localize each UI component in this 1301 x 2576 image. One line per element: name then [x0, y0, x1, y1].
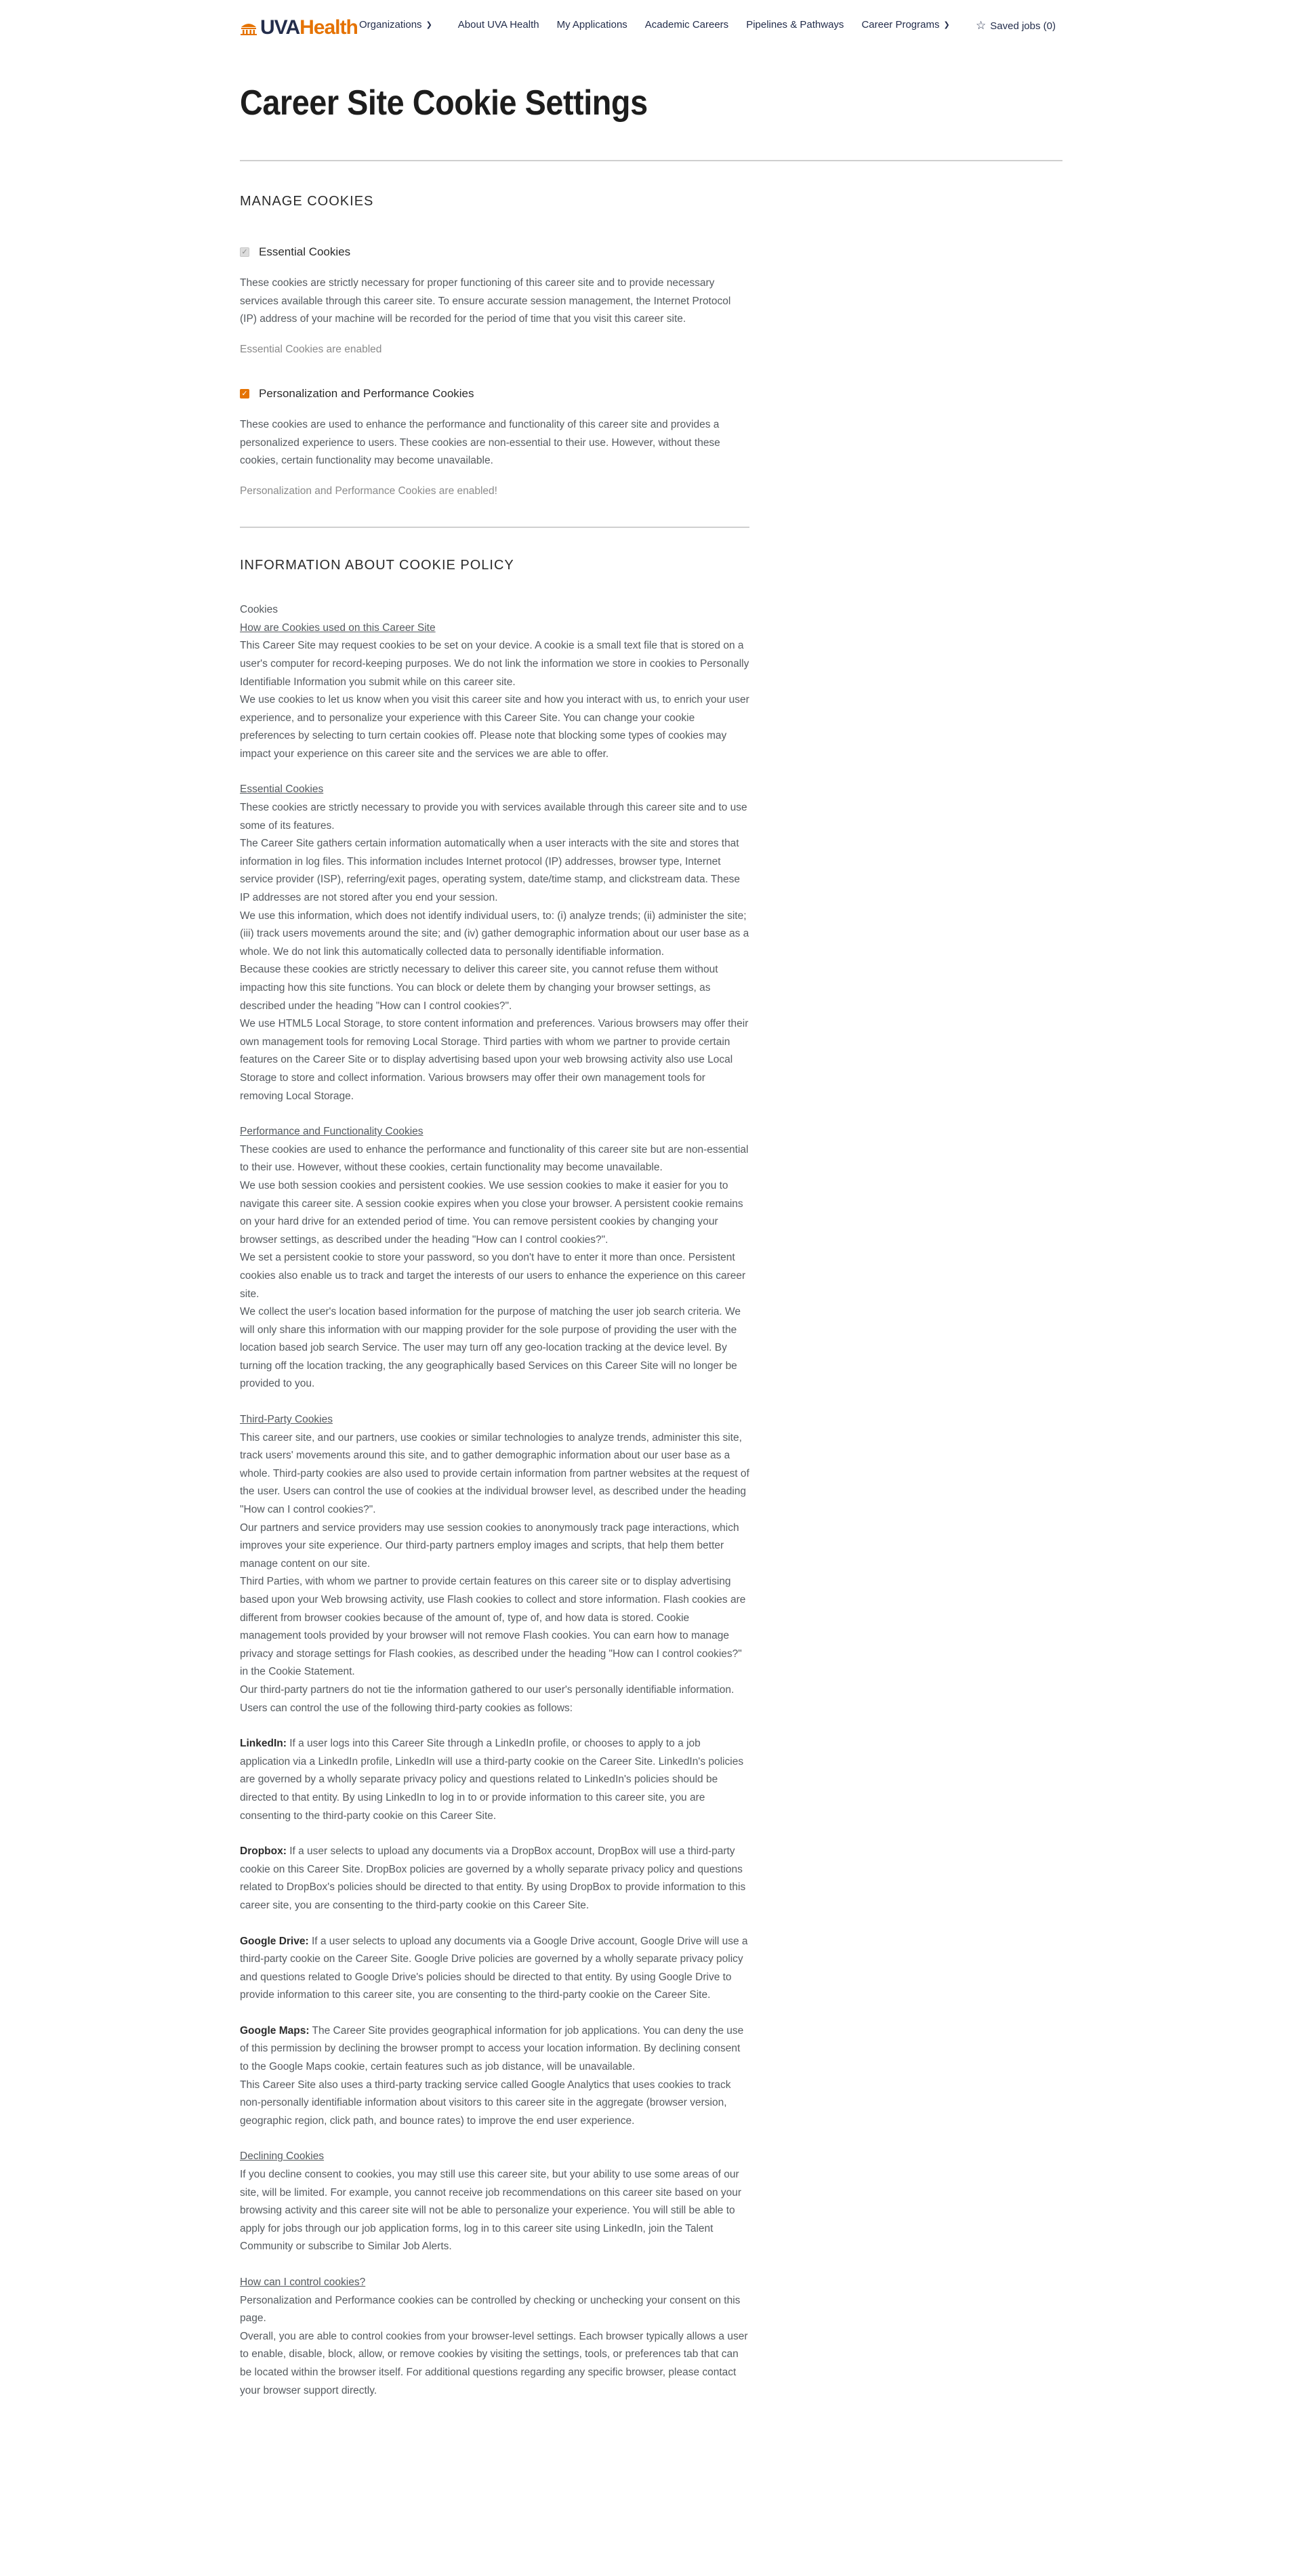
- essential-cookies-status: Essential Cookies are enabled: [240, 343, 382, 355]
- essential-p3: We use this information, which does not identify individual users, to: (i) analyze trends; (ii) administer the site; (iii) track users movements around the site; and (iv) gather demographic information about our user base as a whole. We do not link this automatically collected data to personally identifiable information.: [240, 909, 749, 958]
- performance-heading: Performance and Functionality Cookies: [240, 1126, 424, 1138]
- linkedin-text: If a user logs into this Career Site through a LinkedIn profile, or chooses to apply to a job application via a LinkedIn profile, LinkedIn will use a third-party cookie on the Career Site. LinkedIn's policies are governed by a wholly separate privacy policy and questions related to LinkedIn's policies should be directed to that entity. By using LinkedIn to log in to or provide information to this career site, you are consenting to the third-party cookie on this Career Site.: [240, 1738, 744, 1822]
- third-party-p3: Third Parties, with whom we partner to provide certain features on this career site or to display advertising based upon your Web browsing activity, use Flash cookies to collect and store information. Flash cookies are different from browser cookies because of the amount of, type of, and how data is stored. Cookie management tools provided by your browser will not remove Flash cookies. You can earn how to manage privacy and storage settings for Flash cookies, as described under the heading "How can I control cookies?" in the Cookie Statement.: [240, 1576, 746, 1678]
- essential-p4: Because these cookies are strictly necessary to deliver this career site, you cannot refuse them without impacting how this site functions. You can block or delete them by changing your browser settings, as described under the heading "How can I control cookies?".: [240, 964, 718, 1012]
- nav-pipelines-pathways[interactable]: [746, 19, 844, 30]
- personalization-cookies-title: Personalization and Performance Cookies: [259, 386, 474, 400]
- personalization-cookies-row: [240, 385, 749, 403]
- cookie-policy-heading: INFORMATION ABOUT COOKIE POLICY: [240, 557, 514, 573]
- control-p1: Personalization and Performance cookies can be controlled by checking or unchecking your consent on this page.: [240, 2294, 741, 2325]
- personalization-cookies-desc: These cookies are used to enhance the performance and functionality of this career site and provides a personalized experience to users. These cookies are non-essential to their use. However, without these cookies, certain functionality may become unavailable.: [240, 419, 720, 467]
- declining-heading: Declining Cookies: [240, 2150, 325, 2163]
- performance-p2: We use both session cookies and persistent cookies. We use session cookies to make it easier for you to navigate this career site. A session cookie expires when you close your browser. A persistent cookie remains on your hard drive for an extended period of time. You can remove persistent cookies by changing your browser settings, as described under the heading "How can I control cookies?".: [240, 1179, 743, 1246]
- main-content: [240, 192, 749, 2400]
- nav-my-applications[interactable]: [557, 19, 627, 30]
- essential-cookies-desc: These cookies are strictly necessary for proper functioning of this career site and to provide necessary services available through this career site. To ensure accurate session management, the Internet Protocol (IP) address of your machine will be recorded for the period of time that you visit this career site.: [240, 277, 731, 325]
- linkedin-label: LinkedIn:: [240, 1738, 287, 1750]
- star-icon: ☆: [976, 19, 987, 32]
- gmaps-paragraph: [240, 2022, 749, 2077]
- essential-heading: Essential Cookies: [240, 783, 324, 796]
- linkedin-paragraph: [240, 1735, 749, 1825]
- saved-jobs-link[interactable]: [976, 19, 1056, 33]
- performance-p1: These cookies are used to enhance the performance and functionality of this career site but are non-essential to their use. However, without these cookies, certain functionality may become unavailable.: [240, 1143, 749, 1174]
- nav-academic-careers-label: Academic Careers: [644, 19, 729, 30]
- personalization-cookies-status: Personalization and Performance Cookies are enabled!: [240, 485, 497, 497]
- control-heading: How can I control cookies?: [240, 2276, 366, 2288]
- personalization-cookies-checkbox[interactable]: ✓: [240, 389, 249, 398]
- essential-cookies-checkbox[interactable]: ✓: [240, 247, 249, 257]
- nav-about-uva-health[interactable]: [458, 19, 539, 30]
- chevron-down-icon: ❯: [943, 21, 950, 29]
- nav-pipelines-label: Pipelines & Pathways: [746, 19, 844, 30]
- control-p2: Overall, you are able to control cookies from your browser-level settings. Each browser typically allows a user to enable, disable, block, allow, or remove cookies by visiting the settings, tools, or preferences tab that can be located within the browser itself. For additional questions regarding any specific browser, please contact your browser support directly.: [240, 2330, 748, 2396]
- nav-organizations[interactable]: [359, 19, 432, 30]
- analytics-paragraph: This Career Site also uses a third-party tracking service called Google Analytics that uses cookies to track non-personally identifiable information about visitors to this career site in the aggregate (browser version, geographic region, click path, and bounce rates) to improve the end user experience.: [240, 2079, 731, 2127]
- site-header: [0, 0, 1301, 54]
- section-divider: [240, 527, 749, 528]
- third-party-p4: Our third-party partners do not tie the information gathered to our user's personally identifiable information.: [240, 1683, 735, 1696]
- third-party-p5: Users can control the use of the following third-party cookies as follows:: [240, 1702, 573, 1714]
- nav-about-label: About UVA Health: [457, 19, 539, 30]
- essential-p2: The Career Site gathers certain information automatically when a user interacts with the site and stores that information in log files. This information includes Internet protocol (IP) addresses, browser type, Internet service provider (ISP), referring/exit pages, operating system, date/time stamp, and clickstream data. These IP addresses are not stored after you end your session.: [240, 838, 741, 904]
- dropbox-label: Dropbox:: [240, 1845, 287, 1858]
- uva-rotunda-icon: [240, 20, 257, 35]
- third-party-p2: Our partners and service providers may use session cookies to anonymously track page interactions, which improves your site experience. Our third-party partners employ images and scripts, that help them better manage content on our site.: [240, 1521, 739, 1570]
- nav-my-applications-label: My Applications: [556, 19, 627, 30]
- performance-p4: We collect the user's location based information for the purpose of matching the user job search criteria. We will only share this information with our mapping provider for the sole purpose of providing the user with the location based job search Service. The user may turn off any geo-location tracking at the device level. By turning off the location tracking, the any geographically based Services on this Career Site will no longer be provided to you.: [240, 1306, 741, 1390]
- gmaps-text: The Career Site provides geographical information for job applications. You can deny the use of this permission by declining the browser prompt to access your location information. By declining consent to the Google Maps cookie, certain features such as job distance, will be unavailable.: [240, 2024, 744, 2073]
- how-used-p2: We use cookies to let us know when you visit this career site and how you interact with us, to enrich your user experience, and to personalize your experience with this Career Site. You can change your cookie preferences by selecting to turn certain cookies off. Please note that blocking some types of cookies may impact your experience on this career site and the services we are able to offer.: [240, 694, 749, 760]
- title-divider: [240, 160, 1062, 161]
- how-used-heading: How are Cookies used on this Career Site: [240, 621, 436, 634]
- how-used-p1: This Career Site may request cookies to be set on your device. A cookie is a small text file that is stored on a user's computer for record-keeping purposes. We do not link the information we store in cookies to Personally Identifiable Information you submit while on this career site.: [240, 640, 749, 688]
- performance-p3: We set a persistent cookie to store your password, so you don't have to enter it more than once. Persistent cookies also enable us to track and target the interests of our users to enhance the experience on this career site.: [240, 1252, 746, 1300]
- essential-p1: These cookies are strictly necessary to provide you with services available through this career site and to use some of its features.: [240, 802, 747, 832]
- logo-health-text: Health: [300, 16, 358, 39]
- dropbox-paragraph: [240, 1843, 749, 1915]
- gmaps-label: Google Maps:: [240, 2024, 310, 2037]
- logo-uva-text: UVA: [260, 16, 300, 39]
- third-party-heading: Third-Party Cookies: [240, 1414, 333, 1426]
- cookies-label: Cookies: [240, 604, 278, 616]
- uva-health-logo[interactable]: [240, 16, 358, 39]
- essential-cookies-row: [240, 243, 749, 262]
- saved-jobs-label: Saved jobs (0): [990, 20, 1056, 32]
- nav-career-programs[interactable]: [861, 19, 949, 30]
- essential-cookies-title: Essential Cookies: [259, 245, 351, 258]
- essential-p5: We use HTML5 Local Storage, to store content information and preferences. Various browsers may offer their own management tools for removing Local Storage. Third parties with whom we partner to provide certain features on the Career Site or to display advertising based upon your web browsing activity also use Local Storage to store and collect information. Various browsers may offer their own management tools for removing Local Storage.: [240, 1018, 749, 1102]
- nav-organizations-label: Organizations: [359, 19, 422, 30]
- declining-p1: If you decline consent to cookies, you may still use this career site, but your ability to use some areas of our site, will be limited. For example, you cannot receive job recommendations on this career site based on your browsing activity and this career site will not be able to personalize your experience. You will still be able to apply for jobs through our job application forms, log in to this career site using LinkedIn, join the Talent Community or subscribe to Similar Job Alerts.: [240, 2169, 742, 2253]
- third-party-p1: This career site, and our partners, use cookies or similar technologies to analyze trends, administer this site, track users' movements around this site, and to gather demographic information about our user base as a whole. Third-party cookies are also used to provide certain information from partner websites at the request of the user. Users can control the use of cookies at the individual browser level, as described under the heading "How can I control cookies?".: [240, 1431, 749, 1516]
- chevron-down-icon: ❯: [426, 21, 432, 29]
- page-title: Career Site Cookie Settings: [240, 83, 648, 123]
- manage-cookies-heading: MANAGE COOKIES: [240, 194, 374, 209]
- gdrive-paragraph: [240, 1933, 749, 2005]
- nav-career-programs-label: Career Programs: [861, 19, 940, 30]
- gdrive-text: If a user selects to upload any documents via a Google Drive account, Google Drive will use a third-party cookie on the Career Site. Google Drive policies are governed by a wholly separate privacy policy and questions related to Google Drive's policies should be directed to that entity. By using Google Drive to provide information to this career site, you are consenting to the third-party cookie on the Career Site.: [240, 1935, 748, 2001]
- dropbox-text: If a user selects to upload any documents via a DropBox account, DropBox will use a third-party cookie on this Career Site. DropBox policies are governed by a wholly separate privacy policy and questions related to DropBox's policies should be directed to that entity. By using DropBox to provide information to this career site, you are consenting to the third-party cookie on this Career Site.: [240, 1845, 746, 1911]
- gdrive-label: Google Drive:: [240, 1935, 309, 1947]
- nav-academic-careers[interactable]: [645, 19, 728, 30]
- main-nav: [359, 19, 950, 30]
